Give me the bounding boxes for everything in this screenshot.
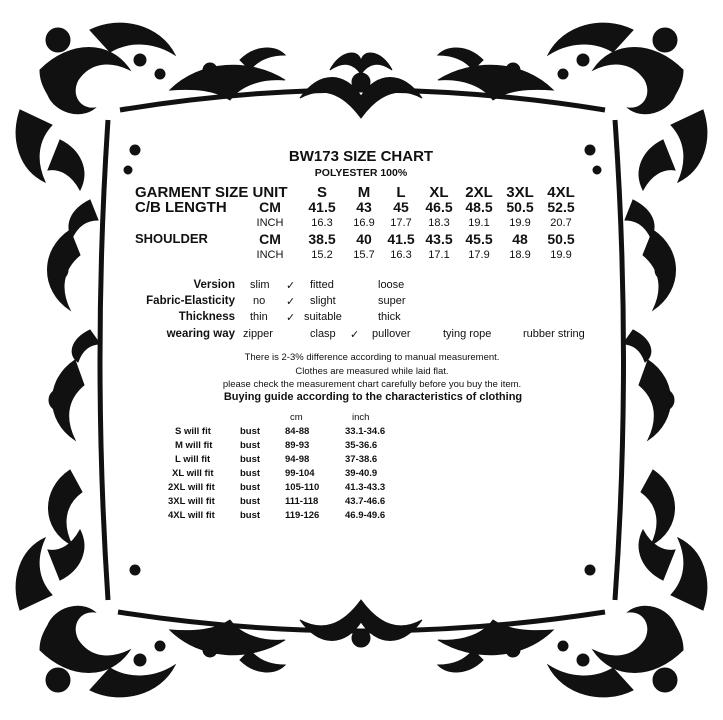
guide-cm: 84-88 bbox=[285, 426, 310, 437]
guide-cm: 105-110 bbox=[285, 482, 320, 493]
shoulder-cm-cell: 45.5 bbox=[465, 231, 493, 247]
guide-cm: 111-118 bbox=[285, 496, 319, 507]
size-header: 3XL bbox=[506, 184, 534, 201]
cb-cm-cell: 46.5 bbox=[425, 199, 453, 215]
size-header: XL bbox=[429, 184, 449, 201]
cb-cm-cell: 48.5 bbox=[465, 199, 493, 215]
guide-inch: 41.3-43.3 bbox=[345, 482, 386, 493]
shoulder-inch-cell: 19.9 bbox=[550, 249, 572, 261]
thickness-option: suitable bbox=[304, 311, 342, 323]
cb-cm-cell: 52.5 bbox=[547, 199, 575, 215]
check-icon: ✓ bbox=[286, 312, 296, 324]
version-option: slim bbox=[250, 279, 270, 291]
shoulder-cm-cell: 43.5 bbox=[425, 231, 453, 247]
unit-inch: INCH bbox=[256, 249, 284, 261]
unit-inch: INCH bbox=[256, 217, 284, 229]
guide-col-inch: inch bbox=[352, 412, 370, 423]
cb-inch-cell: 20.7 bbox=[550, 217, 572, 229]
guide-size: XL will fit bbox=[172, 468, 214, 479]
guide-part: bust bbox=[240, 496, 261, 507]
guide-size: 3XL will fit bbox=[168, 496, 215, 507]
cb-cm-cell: 45 bbox=[393, 199, 409, 215]
version-option: loose bbox=[378, 279, 405, 291]
thickness-option: thick bbox=[378, 311, 401, 323]
wearing-option: pullover bbox=[372, 328, 411, 340]
check-icon: ✓ bbox=[350, 329, 360, 341]
cb-inch-cell: 16.3 bbox=[311, 217, 333, 229]
guide-size: L will fit bbox=[175, 454, 211, 465]
cb-inch-cell: 18.3 bbox=[428, 217, 450, 229]
cb-inch-cell: 16.9 bbox=[353, 217, 375, 229]
guide-size: 4XL will fit bbox=[168, 510, 215, 521]
note-line: Clothes are measured while laid flat. bbox=[295, 366, 449, 377]
size-header: S bbox=[316, 184, 328, 201]
cb-inch-cell: 17.7 bbox=[390, 217, 412, 229]
thickness-label: Thickness bbox=[178, 311, 235, 323]
version-label: Version bbox=[193, 279, 235, 291]
shoulder-inch-cell: 18.9 bbox=[509, 249, 531, 261]
check-icon: ✓ bbox=[286, 280, 296, 292]
guide-inch: 43.7-46.6 bbox=[345, 496, 386, 507]
cb-length-label: C/B LENGTH bbox=[135, 199, 227, 216]
guide-inch: 39-40.9 bbox=[345, 468, 378, 479]
wearing-option: tying rope bbox=[443, 328, 492, 340]
elasticity-option: super bbox=[378, 295, 406, 307]
shoulder-cm-cell: 48 bbox=[512, 231, 528, 247]
elasticity-option: slight bbox=[310, 295, 336, 307]
size-header: 2XL bbox=[465, 184, 493, 201]
material-label: POLYESTER 100% bbox=[314, 167, 408, 179]
shoulder-cm-cell: 50.5 bbox=[547, 231, 575, 247]
guide-col-cm: cm bbox=[290, 412, 303, 423]
shoulder-cm-cell: 40 bbox=[356, 231, 372, 247]
cb-cm-cell: 50.5 bbox=[506, 199, 534, 215]
check-icon: ✓ bbox=[286, 296, 296, 308]
guide-part: bust bbox=[240, 440, 261, 451]
shoulder-label: SHOULDER bbox=[135, 231, 208, 246]
guide-cm: 89-93 bbox=[285, 440, 310, 451]
wearing-option: zipper bbox=[243, 328, 273, 340]
shoulder-cm-cell: 41.5 bbox=[387, 231, 415, 247]
shoulder-inch-cell: 15.7 bbox=[353, 249, 375, 261]
guide-size: 2XL will fit bbox=[168, 482, 215, 493]
shoulder-inch-cell: 17.1 bbox=[428, 249, 450, 261]
guide-cm: 94-98 bbox=[285, 454, 310, 465]
elasticity-label: Fabric-Elasticity bbox=[146, 295, 235, 307]
note-line: There is 2-3% difference according to manual measurement. bbox=[244, 352, 500, 363]
guide-part: bust bbox=[240, 468, 261, 479]
garment-size-label: GARMENT SIZE bbox=[135, 184, 249, 201]
guide-part: bust bbox=[240, 454, 261, 465]
guide-inch: 46.9-49.6 bbox=[345, 510, 386, 521]
wearing-way-label: wearing way bbox=[166, 328, 235, 340]
shoulder-inch-cell: 17.9 bbox=[468, 249, 490, 261]
elasticity-option: no bbox=[253, 295, 266, 307]
size-header: M bbox=[357, 184, 371, 201]
cb-cm-cell: 43 bbox=[356, 199, 372, 215]
wearing-option: rubber string bbox=[523, 328, 585, 340]
size-header: L bbox=[396, 184, 406, 201]
version-option: fitted bbox=[310, 279, 334, 291]
guide-cm: 99-104 bbox=[285, 468, 315, 479]
cb-cm-cell: 41.5 bbox=[308, 199, 336, 215]
guide-part: bust bbox=[240, 482, 261, 493]
thickness-option: thin bbox=[250, 311, 268, 323]
guide-cm: 119-126 bbox=[285, 510, 320, 521]
guide-inch: 35-36.6 bbox=[345, 440, 378, 451]
shoulder-inch-cell: 15.2 bbox=[311, 249, 333, 261]
guide-size: M will fit bbox=[175, 440, 213, 451]
unit-label: UNIT bbox=[252, 184, 288, 201]
guide-inch: 33.1-34.6 bbox=[345, 426, 386, 437]
cb-inch-cell: 19.1 bbox=[468, 217, 490, 229]
guide-inch: 37-38.6 bbox=[345, 454, 378, 465]
guide-part: bust bbox=[240, 510, 261, 521]
note-line: please check the measurement chart carefully before you buy the item. bbox=[222, 379, 522, 390]
cb-inch-cell: 19.9 bbox=[509, 217, 531, 229]
chart-title: BW173 SIZE CHART bbox=[288, 148, 434, 165]
shoulder-cm-cell: 38.5 bbox=[308, 231, 336, 247]
guide-size: S will fit bbox=[175, 426, 211, 437]
guide-title: Buying guide according to the characteristics of clothing bbox=[223, 391, 523, 403]
wearing-option: clasp bbox=[310, 328, 336, 340]
size-header: 4XL bbox=[547, 184, 575, 201]
unit-cm: CM bbox=[259, 231, 281, 247]
shoulder-inch-cell: 16.3 bbox=[390, 249, 412, 261]
guide-part: bust bbox=[240, 426, 261, 437]
unit-cm: CM bbox=[259, 199, 281, 215]
